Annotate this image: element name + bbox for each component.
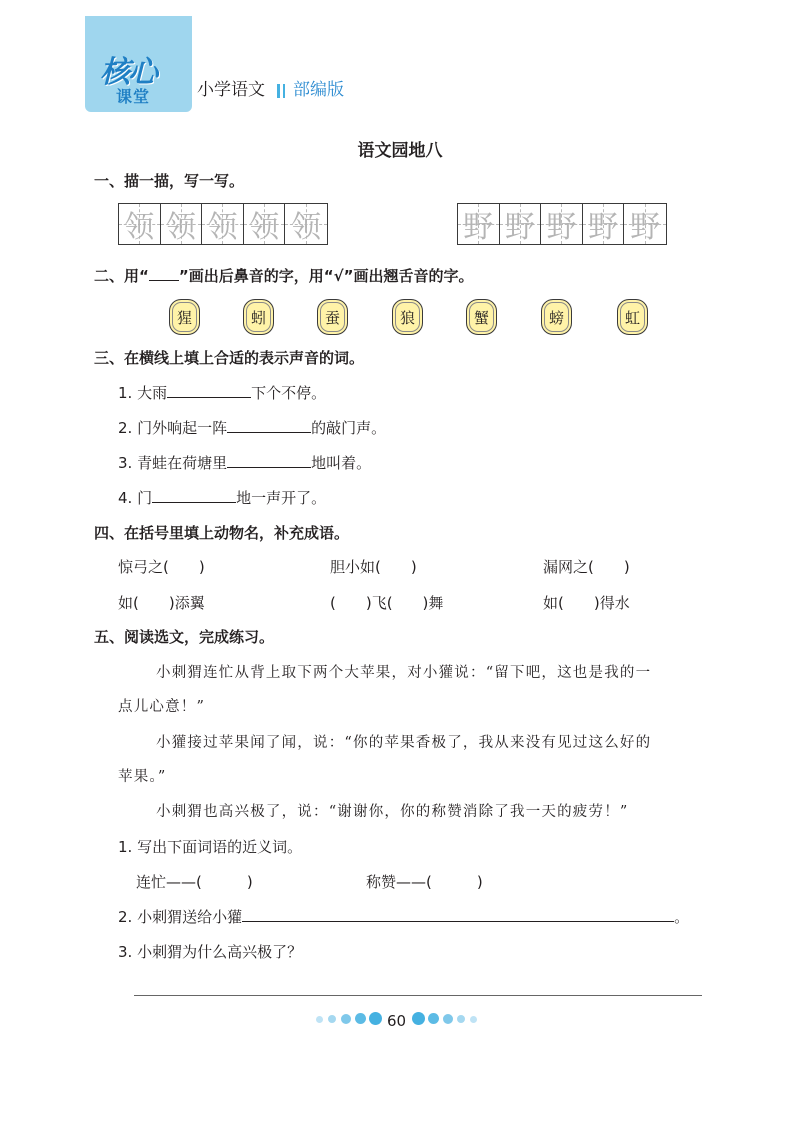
grid-cell: 野: [583, 204, 625, 244]
section2-heading: 二、用“ ”画出后鼻音的字，用“√”画出翘舌音的字。: [94, 267, 474, 285]
page-dot: [316, 1016, 323, 1023]
answer-blank[interactable]: [227, 467, 311, 468]
grid-cell: 野: [624, 204, 666, 244]
idiom-2[interactable]: 胆小如( ): [330, 558, 417, 576]
section1-heading: 一、描一描，写一写。: [94, 172, 245, 190]
answer-blank[interactable]: [167, 397, 251, 398]
page-dot: [369, 1012, 382, 1025]
section3-heading: 三、在横线上填上合适的表示声音的词。: [94, 349, 365, 367]
header-separator-thin: [283, 84, 285, 98]
fill-item-1: 1. 大雨 下个不停。: [118, 384, 327, 402]
grid-cell: 野: [500, 204, 542, 244]
header-edition: 部编版: [293, 80, 344, 100]
logo-main-text: 核心: [100, 55, 156, 90]
page-number: 60: [387, 1012, 407, 1030]
passage-p2-line1: 小獾接过苹果闻了闻，说：“你的苹果香极了，我从来没有见过这么好的: [156, 735, 652, 751]
page-dot: [428, 1013, 439, 1024]
page-dot: [341, 1014, 351, 1024]
question-1: 1. 写出下面词语的近义词。: [118, 838, 303, 856]
page-dot: [355, 1013, 366, 1024]
grid-cell: 领: [202, 204, 244, 244]
page-dot: [457, 1015, 465, 1023]
logo-sub-text: 课堂: [116, 87, 151, 106]
answer-blank[interactable]: [152, 502, 236, 503]
writing-grid-ling: [118, 203, 328, 245]
page-dot: [443, 1014, 453, 1024]
grid-cell: 野: [458, 204, 500, 244]
fill-item-2: 2. 门外响起一阵 的敲门声。: [118, 419, 387, 437]
fill-item-3: 3. 青蛙在荷塘里 地叫着。: [118, 454, 372, 472]
section4-heading: 四、在括号里填上动物名，补充成语。: [94, 524, 350, 542]
answer-line: [134, 995, 702, 996]
char-badge: 蚕: [317, 299, 348, 335]
header-subject: 小学语文: [197, 80, 265, 100]
question-3: 3. 小刺猬为什么高兴极了？: [118, 943, 303, 961]
char-badge: 虹: [617, 299, 648, 335]
idiom-5[interactable]: ( )飞( )舞: [330, 594, 444, 612]
passage-p1-line1: 小刺猬连忙从背上取下两个大苹果，对小獾说：“留下吧，这也是我的一: [156, 665, 652, 681]
char-badge: 狼: [392, 299, 423, 335]
idiom-6[interactable]: 如( )得水: [543, 594, 630, 612]
grid-cell: 领: [119, 204, 161, 244]
answer-blank[interactable]: [227, 432, 311, 433]
grid-cell: 领: [161, 204, 203, 244]
page-dot: [412, 1012, 425, 1025]
writing-grid-ye: [457, 203, 667, 245]
page-title: 语文园地八: [357, 141, 443, 161]
fill-item-4: 4. 门 地一声开了。: [118, 489, 327, 507]
grid-cell: 野: [541, 204, 583, 244]
passage-p2-line2: 苹果。”: [118, 769, 167, 785]
synonym-1[interactable]: 连忙——( ): [136, 873, 253, 891]
passage-p3-line1: 小刺猬也高兴极了，说：“谢谢你，你的称赞消除了我一天的疲劳！”: [156, 804, 629, 820]
char-badge: 蚓: [243, 299, 274, 335]
grid-cell: 领: [244, 204, 286, 244]
page-dot: [328, 1015, 336, 1023]
idiom-3[interactable]: 漏网之( ): [543, 558, 630, 576]
answer-blank[interactable]: [242, 921, 674, 922]
question-2: 2. 小刺猬送给小獾 。: [118, 908, 690, 926]
section5-heading: 五、阅读选文，完成练习。: [94, 628, 275, 646]
synonym-2[interactable]: 称赞——( ): [366, 873, 483, 891]
grid-cell: 领: [285, 204, 327, 244]
char-badge: 猩: [169, 299, 200, 335]
page-dot: [470, 1016, 477, 1023]
idiom-4[interactable]: 如( )添翼: [118, 594, 205, 612]
passage-p1-line2: 点儿心意！”: [118, 699, 206, 715]
char-badge: 螃: [541, 299, 572, 335]
underline-sample: [149, 280, 179, 281]
char-badge: 蟹: [466, 299, 497, 335]
idiom-1[interactable]: 惊弓之( ): [118, 558, 205, 576]
header-separator: [277, 84, 280, 98]
